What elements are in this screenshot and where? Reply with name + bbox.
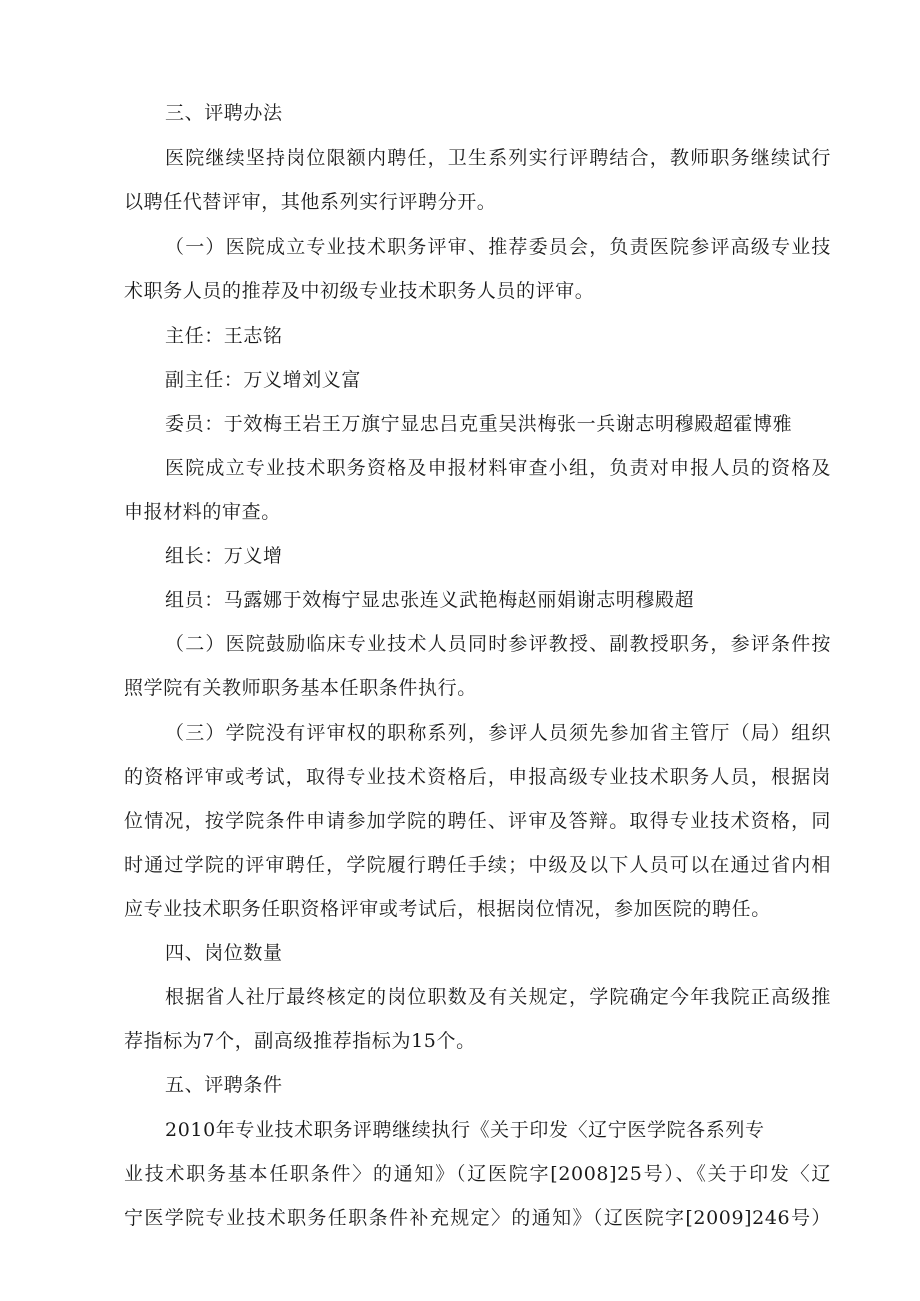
list-item-three-line: 位情况，按学院条件申请参加学院的聘任、评审及答辩。取得专业技术资格，同	[124, 810, 831, 832]
deputy-director-line: 副主任：万义增刘义富	[165, 369, 362, 391]
list-item-one-line: 术职务人员的推荐及中初级专业技术职务人员的评审。	[124, 280, 595, 302]
review-group-line: 申报材料的审查。	[124, 501, 281, 523]
list-item-three-line: （三）学院没有评审权的职称系列，参评人员须先参加省主管厅（局）组织	[165, 722, 831, 744]
director-line: 主任：王志铭	[165, 325, 283, 347]
committee-members-line: 委员：于效梅王岩王万旗宁显忠吕克重吴洪梅张一兵谢志明穆殿超霍博雅	[165, 413, 793, 435]
group-members-line: 组员：马露娜于效梅宁显忠张连义武艳梅赵丽娟谢志明穆殿超	[165, 589, 695, 611]
list-item-one-line: （一）医院成立专业技术职务评审、推荐委员会，负责医院参评高级专业技	[165, 236, 831, 258]
review-group-line: 医院成立专业技术职务资格及申报材料审查小组，负责对申报人员的资格及	[165, 457, 831, 479]
paragraph-line: 业技术职务基本任职条件〉的通知》（辽医院字[2008]25号）、《关于印发〈辽	[124, 1163, 831, 1185]
group-leader-line: 组长：万义增	[165, 545, 283, 567]
paragraph-line: 宁医学院专业技术职务任职条件补充规定〉的通知》（辽医院字[2009]246号）	[124, 1207, 831, 1229]
section-heading-position-count: 四、岗位数量	[165, 942, 283, 964]
section-heading-evaluation-method: 三、评聘办法	[165, 102, 283, 124]
paragraph-line: 荐指标为7个，副高级推荐指标为15个。	[124, 1030, 476, 1052]
paragraph-line: 根据省人社厅最终核定的岗位职数及有关规定，学院确定今年我院正高级推	[165, 986, 831, 1008]
paragraph-line: 医院继续坚持岗位限额内聘任，卫生系列实行评聘结合，教师职务继续试行	[165, 147, 831, 169]
list-item-two-line: 照学院有关教师职务基本任职条件执行。	[124, 677, 477, 699]
list-item-three-line: 的资格评审或考试，取得专业技术资格后，申报高级专业技术职务人员，根据岗	[124, 766, 831, 788]
paragraph-line: 以聘任代替评审，其他系列实行评聘分开。	[124, 191, 497, 213]
list-item-three-line: 时通过学院的评审聘任，学院履行聘任手续；中级及以下人员可以在通过省内相	[124, 854, 831, 876]
list-item-three-line: 应专业技术职务任职资格评审或考试后，根据岗位情况，参加医院的聘任。	[124, 898, 771, 920]
list-item-two-line: （二）医院鼓励临床专业技术人员同时参评教授、副教授职务，参评条件按	[165, 633, 831, 655]
paragraph-line: 2010年专业技术职务评聘继续执行《关于印发〈辽宁医学院各系列专	[165, 1119, 765, 1141]
section-heading-conditions: 五、评聘条件	[165, 1074, 283, 1096]
